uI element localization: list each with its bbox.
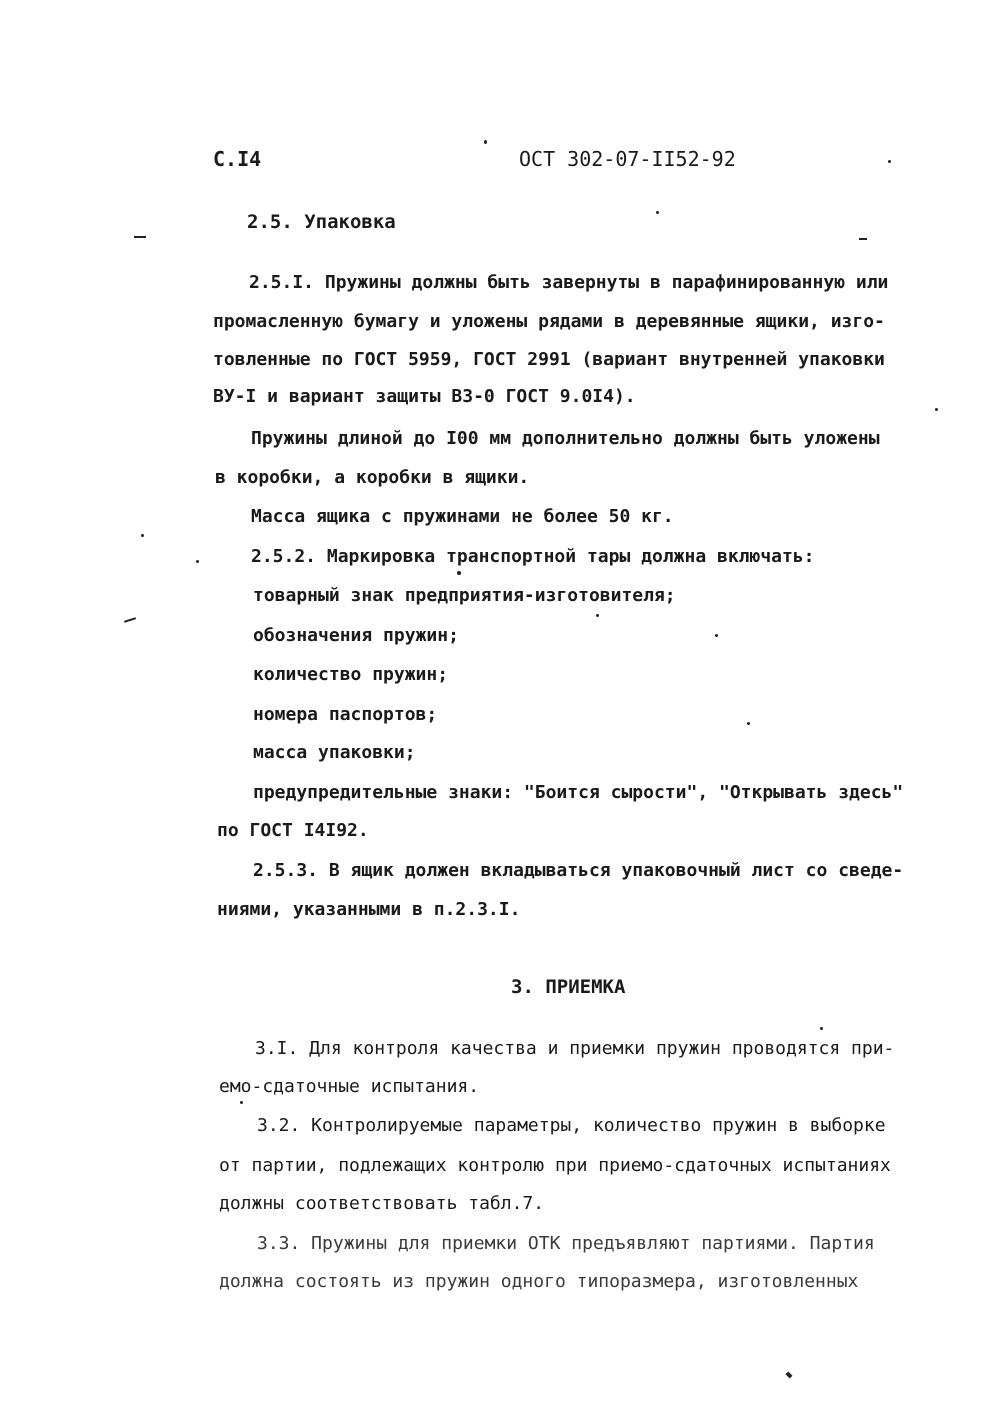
scan-dash (785, 1371, 792, 1378)
paragraph-short-springs-line-2: в коробки, а коробки в ящики. (215, 467, 530, 488)
section-heading-3: 3. ПРИЕМКА (511, 976, 626, 998)
scan-speck (747, 722, 750, 725)
scan-dash (134, 236, 146, 238)
scan-speck (196, 560, 199, 563)
paragraph-2-5-3-line-1: 2.5.3. В ящик должен вкладываться упаковочный лист со сведе- (253, 860, 904, 881)
paragraph-2-5-1-line-3: товленные по ГОСТ 5959, ГОСТ 2991 (вариант внутренней упаковки (213, 349, 885, 370)
paragraph-3-2-line-3: должны соответствовать табл.7. (219, 1193, 545, 1214)
scan-speck (656, 211, 659, 214)
marking-item-passports: номера паспортов; (253, 704, 438, 725)
marking-item-quantity: количество пружин; (253, 664, 449, 685)
scan-speck (141, 534, 144, 537)
section-heading-2-5: 2.5. Упаковка (247, 211, 396, 233)
marking-item-warning-signs: предупредительные знаки: "Боится сырости", "Открывать здесь" (253, 782, 904, 803)
paragraph-2-5-1-line-4: ВУ-I и вариант защиты ВЗ-0 ГОСТ 9.0I4). (213, 386, 636, 407)
scan-speck (240, 1101, 243, 1104)
scan-dash (859, 238, 867, 240)
paragraph-2-5-3-line-2: ниями, указанными в п.2.3.I. (217, 899, 521, 920)
paragraph-3-2-line-1: 3.2. Контролируемые параметры, количество пружин в выборке (257, 1115, 886, 1136)
paragraph-3-1-line-1: 3.I. Для контроля качества и приемки пружин проводятся при- (255, 1038, 895, 1059)
paragraph-2-5-1-line-2: промасленную бумагу и уложены рядами в деревянные ящики, изго- (213, 311, 885, 332)
paragraph-short-springs-line-1: Пружины длиной до I00 мм дополнительно должны быть уложены (251, 428, 880, 449)
marking-item-trademark: товарный знак предприятия-изготовителя; (253, 585, 676, 606)
marking-tail-gost: по ГОСТ I4I92. (217, 820, 369, 841)
marking-item-mass: масса упаковки; (253, 742, 416, 763)
scan-speck (596, 614, 599, 617)
paragraph-3-2-line-2: от партии, подлежащих контролю при приемо-сдаточных испытаниях (219, 1155, 891, 1176)
scan-dash (124, 617, 136, 623)
paragraph-3-3-line-2: должна состоять из пружин одного типоразмера, изготовленных (219, 1271, 859, 1292)
marking-item-designation: обозначения пружин; (253, 625, 459, 646)
scan-speck (888, 160, 891, 163)
scan-speck (484, 140, 487, 144)
scan-speck (715, 634, 718, 637)
scan-speck (820, 1027, 823, 1030)
paragraph-2-5-2: 2.5.2. Маркировка транспортной тары должна включать: (251, 546, 815, 567)
paragraph-mass: Масса ящика с пружинами не более 50 кг. (251, 506, 674, 527)
paragraph-3-1-line-2: емо-сдаточные испытания. (219, 1076, 480, 1097)
scan-speck (457, 571, 461, 575)
paragraph-3-3-line-1: 3.3. Пружины для приемки ОТК предъявляют партиями. Партия (257, 1233, 875, 1254)
paragraph-2-5-1-line-1: 2.5.I. Пружины должны быть завернуты в парафинированную или (249, 272, 889, 293)
scan-speck (935, 408, 938, 411)
page-number: С.I4 (213, 147, 262, 171)
document-code: ОСТ 302-07-II52-92 (519, 147, 736, 171)
